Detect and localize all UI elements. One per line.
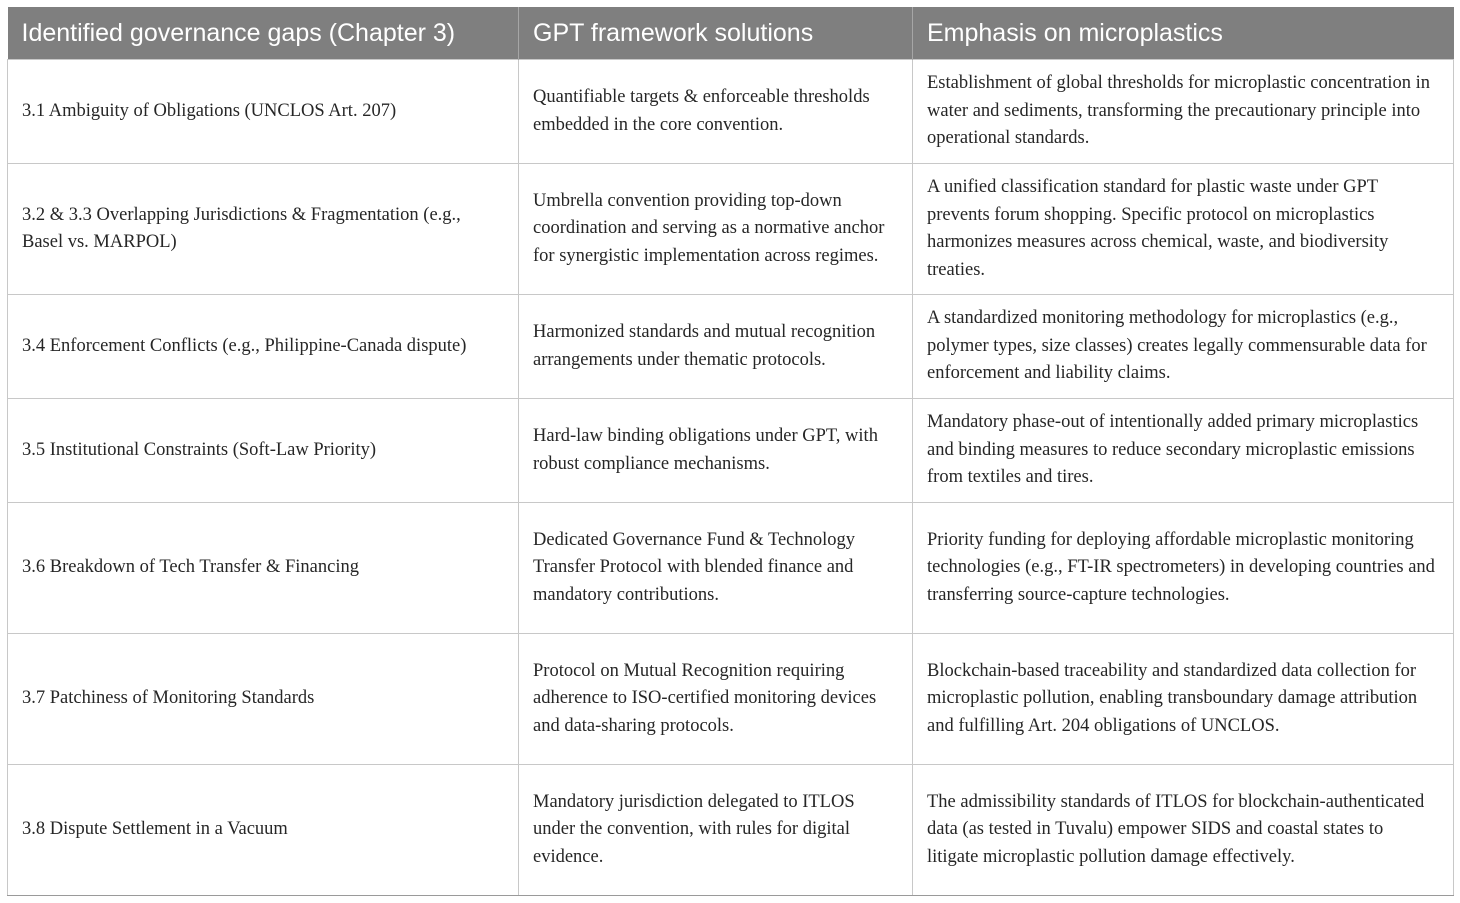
table-row: [8, 164, 1454, 295]
emphasis-cell: Mandatory phase-out of intentionally added primary microplastics and binding measures to reduce secondary microplastic emissions from textiles and tires.: [913, 399, 1454, 503]
table-header: [8, 7, 1454, 60]
table-row: [8, 295, 1454, 399]
gap-cell: 3.5 Institutional Constraints (Soft-Law Priority): [8, 399, 519, 503]
governance-table: [7, 7, 1454, 896]
solution-cell: Umbrella convention providing top-down coordination and serving as a normative anchor for synergistic implementation across regimes.: [519, 164, 913, 295]
emphasis-cell: Establishment of global thresholds for microplastic concentration in water and sediments, transforming the precautionary principle into operational standards.: [913, 60, 1454, 164]
gap-cell: 3.2 & 3.3 Overlapping Jurisdictions & Fragmentation (e.g., Basel vs. MARPOL): [8, 164, 519, 295]
gap-cell: 3.1 Ambiguity of Obligations (UNCLOS Art. 207): [8, 60, 519, 164]
emphasis-cell: Blockchain-based traceability and standardized data collection for microplastic pollution, enabling transboundary damage attribution and fulfilling Art. 204 obligations of UNCLOS.: [913, 634, 1454, 765]
header-gpt-solutions: GPT framework solutions: [519, 7, 913, 60]
header-microplastics-emphasis: Emphasis on microplastics: [913, 7, 1454, 60]
solution-cell: Protocol on Mutual Recognition requiring adherence to ISO-certified monitoring devices and data-sharing protocols.: [519, 634, 913, 765]
table-row: [8, 60, 1454, 164]
solution-cell: Hard-law binding obligations under GPT, with robust compliance mechanisms.: [519, 399, 913, 503]
gap-cell: 3.7 Patchiness of Monitoring Standards: [8, 634, 519, 765]
table-row: [8, 634, 1454, 765]
table-row: [8, 399, 1454, 503]
header-row: [8, 7, 1454, 60]
emphasis-cell: A unified classification standard for plastic waste under GPT prevents forum shopping. Specific protocol on microplastics harmonizes measures across chemical, waste, and biodiversity treaties.: [913, 164, 1454, 295]
table-row: [8, 503, 1454, 634]
solution-cell: Harmonized standards and mutual recognition arrangements under thematic protocols.: [519, 295, 913, 399]
gap-cell: 3.4 Enforcement Conflicts (e.g., Philippine-Canada dispute): [8, 295, 519, 399]
header-governance-gaps: Identified governance gaps (Chapter 3): [8, 7, 519, 60]
solution-cell: Quantifiable targets & enforceable thresholds embedded in the core convention.: [519, 60, 913, 164]
table-body: [8, 60, 1454, 896]
gap-cell: 3.8 Dispute Settlement in a Vacuum: [8, 765, 519, 896]
solution-cell: Mandatory jurisdiction delegated to ITLOS under the convention, with rules for digital evidence.: [519, 765, 913, 896]
emphasis-cell: The admissibility standards of ITLOS for blockchain-authenticated data (as tested in Tuvalu) empower SIDS and coastal states to litigate microplastic pollution damage effectively.: [913, 765, 1454, 896]
gap-cell: 3.6 Breakdown of Tech Transfer & Financing: [8, 503, 519, 634]
solution-cell: Dedicated Governance Fund & Technology Transfer Protocol with blended finance and mandatory contributions.: [519, 503, 913, 634]
emphasis-cell: Priority funding for deploying affordable microplastic monitoring technologies (e.g., FT-IR spectrometers) in developing countries and transferring source-capture technologies.: [913, 503, 1454, 634]
table-row: [8, 765, 1454, 896]
emphasis-cell: A standardized monitoring methodology for microplastics (e.g., polymer types, size classes) creates legally commensurable data for enforcement and liability claims.: [913, 295, 1454, 399]
